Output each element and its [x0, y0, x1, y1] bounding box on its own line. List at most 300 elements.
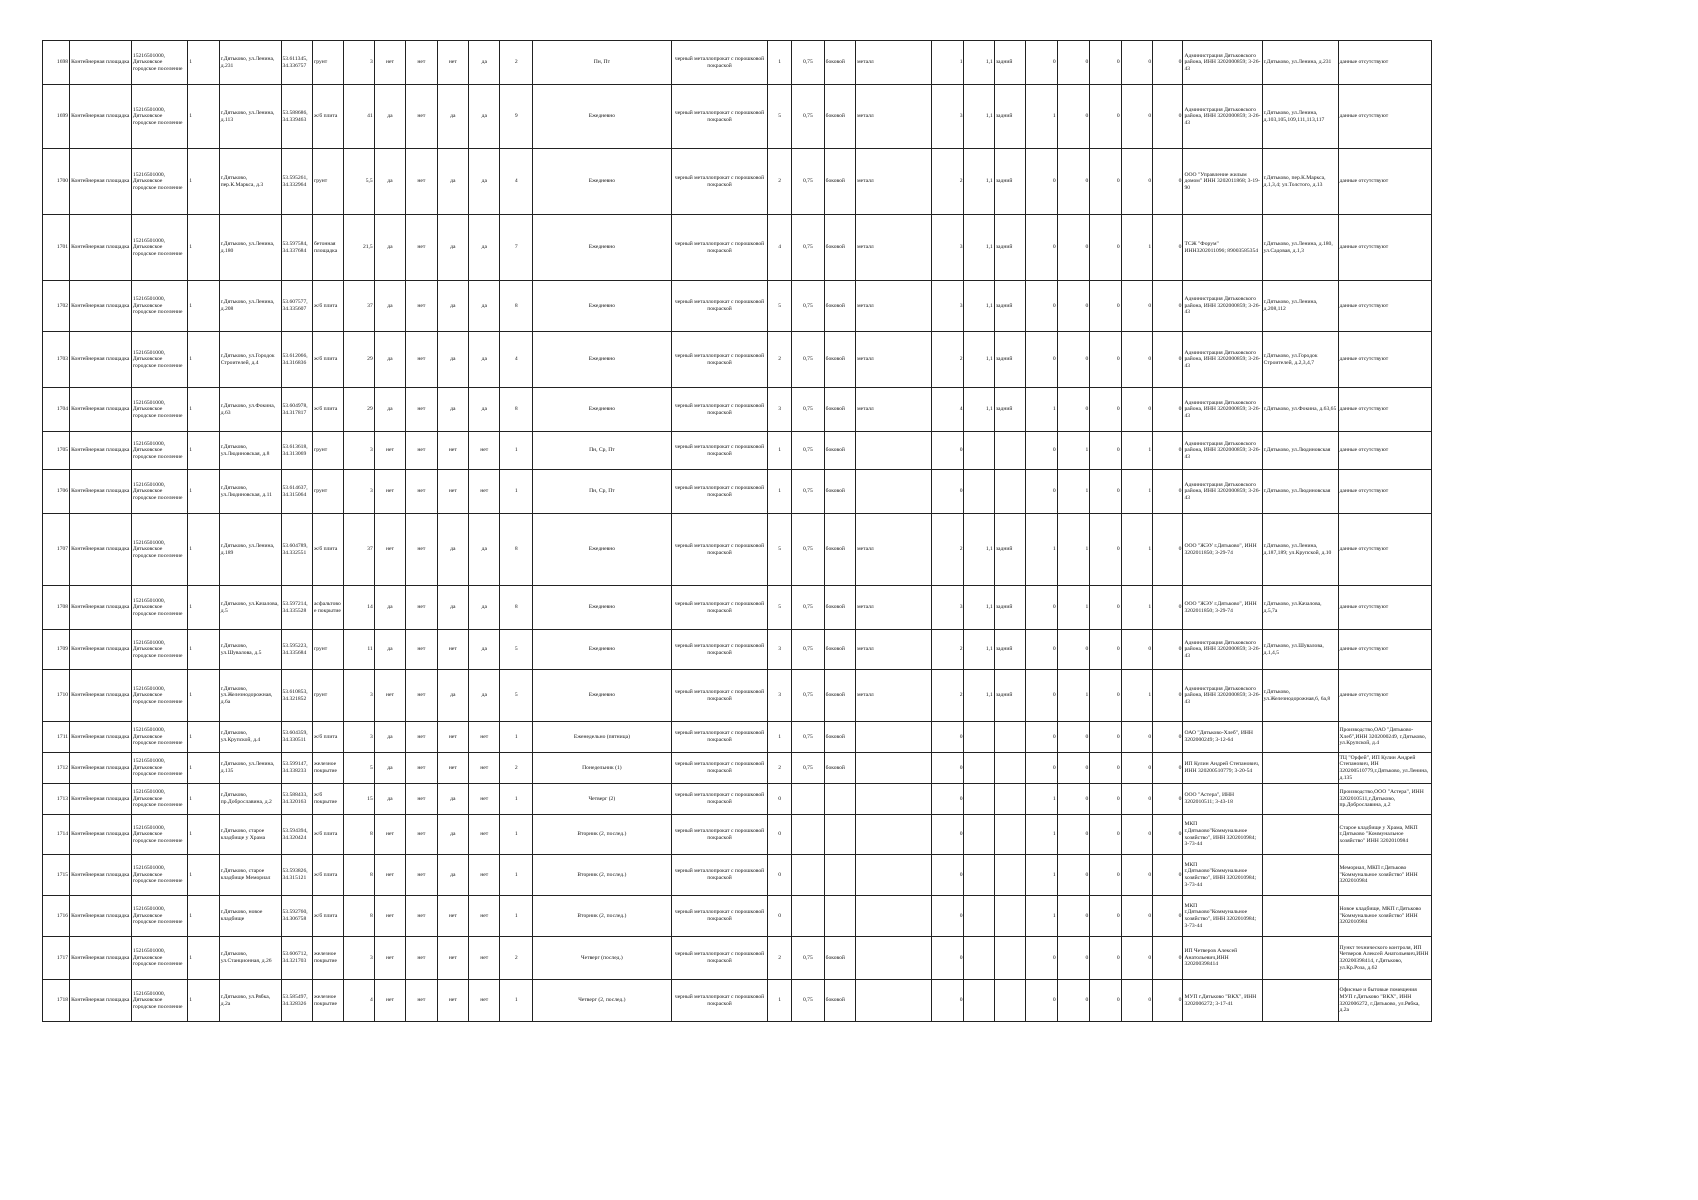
- cell-pickup-schedule: Ежедневно: [533, 215, 672, 281]
- cell-container-count: 1: [500, 896, 533, 937]
- cell-pickup-schedule: Пн, Ср, Пт: [533, 470, 672, 514]
- cell-address: г.Дятьково, пер.К.Маркса, д.3: [219, 149, 281, 215]
- cell-extra-1: 0: [1026, 722, 1057, 753]
- cell-attr-2: нет: [406, 815, 437, 855]
- cell-extra-1: 0: [1026, 586, 1057, 630]
- cell-waste-sources: Производство,ООО "Астера", ИНН 3202010511,г.Дятьково, пр.Доброславина, д.2: [1338, 784, 1432, 815]
- cell-extra-5: 0: [1153, 896, 1183, 937]
- cell-attr-3: нет: [437, 630, 468, 670]
- cell-attr-2: нет: [406, 855, 437, 896]
- cell-containers-075: 2: [768, 332, 792, 388]
- cell-address: г.Дятьково, ул.Ленина, д.189: [219, 514, 281, 586]
- cell-address: г.Дятьково, ул.Ленина, д.208: [219, 281, 281, 332]
- cell-waste-sources: Мемориал, МКП г.Дятьково "Коммунальное хозяйство" ИНН 3202010984: [1338, 855, 1432, 896]
- cell-attr-3: нет: [437, 753, 468, 784]
- cell-area: 3: [344, 41, 374, 85]
- cell-attr-1: нет: [374, 41, 405, 85]
- cell-site-type: Контейнерная площадка: [70, 896, 132, 937]
- cell-attr-2: нет: [406, 215, 437, 281]
- cell-area: 3: [344, 670, 374, 722]
- cell-volume-075: 0,75: [792, 586, 825, 630]
- cell-pickup-schedule: Ежедневно: [533, 630, 672, 670]
- cell-attr-1: нет: [374, 514, 405, 586]
- cell-address: г.Дятьково, ул.Крупской, д.4: [219, 722, 281, 753]
- cell-extra-5: 0: [1153, 855, 1183, 896]
- cell-pickup-schedule: Ежедневно: [533, 388, 672, 432]
- cell-municipality: 15216501000, Дятьковское городское поселение: [131, 815, 187, 855]
- cell-volume-075: [792, 815, 825, 855]
- cell-extra-4: 0: [1121, 896, 1152, 937]
- cell-municipality: 15216501000, Дятьковское городское поселение: [131, 388, 187, 432]
- cell-material-2: металл: [856, 41, 932, 85]
- cell-served-objects: г.Дятьково, ул.Городок Строителей, д.2,3,4,7: [1262, 332, 1338, 388]
- cell-flag-cell: 1: [188, 85, 219, 149]
- cell-attr-4: да: [469, 332, 500, 388]
- cell-flag-cell: 1: [188, 753, 219, 784]
- cell-address: г.Дятьково, ул.Станционная, д.26: [219, 937, 281, 980]
- cell-site-type: Контейнерная площадка: [70, 980, 132, 1022]
- cell-served-objects: г.Дятьково, ул.Ленина, д.231: [1262, 41, 1338, 85]
- cell-loading-type: боковой: [824, 586, 855, 630]
- cell-row-number: 1705: [43, 432, 70, 470]
- cell-surface-type: ж/б плита: [312, 85, 343, 149]
- cell-site-type: Контейнерная площадка: [70, 85, 132, 149]
- cell-attr-1: да: [374, 753, 405, 784]
- cell-attr-2: нет: [406, 514, 437, 586]
- cell-area: 4: [344, 980, 374, 1022]
- cell-area: 41: [344, 85, 374, 149]
- cell-containers-11: 0: [931, 470, 964, 514]
- cell-material-2: металл: [856, 670, 932, 722]
- cell-volume-11: 1,1: [964, 149, 994, 215]
- cell-extra-3: 0: [1090, 470, 1121, 514]
- cell-loading-type: боковой: [824, 470, 855, 514]
- cell-municipality: 15216501000, Дятьковское городское поселение: [131, 41, 187, 85]
- cell-pickup-schedule: Ежедневно: [533, 149, 672, 215]
- cell-extra-2: 1: [1057, 514, 1090, 586]
- cell-site-type: Контейнерная площадка: [70, 470, 132, 514]
- cell-address: г.Дятьково, ул.Железнодорожная, д.6а: [219, 670, 281, 722]
- cell-containers-075: 1: [768, 722, 792, 753]
- cell-attr-4: да: [469, 514, 500, 586]
- cell-surface-type: ж/б покрытие: [312, 784, 343, 815]
- cell-coordinates: 53.595261, 34.332964: [281, 149, 312, 215]
- cell-loading-type: [824, 855, 855, 896]
- cell-attr-1: нет: [374, 670, 405, 722]
- cell-loading-type-2: задний: [994, 281, 1025, 332]
- cell-surface-type: грунт: [312, 149, 343, 215]
- cell-site-type: Контейнерная площадка: [70, 432, 132, 470]
- cell-pickup-schedule: Вторник (2, послед.): [533, 855, 672, 896]
- cell-extra-4: 0: [1121, 937, 1152, 980]
- cell-extra-4: 0: [1121, 753, 1152, 784]
- cell-material-2: [856, 855, 932, 896]
- cell-surface-type: ж/б плита: [312, 815, 343, 855]
- cell-attr-4: нет: [469, 753, 500, 784]
- cell-area: 37: [344, 281, 374, 332]
- cell-material-2: металл: [856, 149, 932, 215]
- cell-container-material: черный металлопрокат с порошковой покраской: [671, 980, 768, 1022]
- cell-waste-sources: Производство,ОАО "Дятьково-Хлеб",ИНН 3202000249, г.Дятьково, ул.Крупской, д.4: [1338, 722, 1432, 753]
- cell-loading-type-2: [994, 753, 1025, 784]
- cell-attr-4: да: [469, 586, 500, 630]
- cell-volume-11: 1,1: [964, 514, 994, 586]
- cell-municipality: 15216501000, Дятьковское городское поселение: [131, 855, 187, 896]
- table-row: [43, 149, 1432, 215]
- cell-extra-1: 1: [1026, 815, 1057, 855]
- cell-extra-1: 0: [1026, 432, 1057, 470]
- cell-area: 3: [344, 432, 374, 470]
- cell-extra-2: 0: [1057, 332, 1090, 388]
- cell-address: г.Дятьково, ул.Ленина, д.180: [219, 215, 281, 281]
- cell-loading-type-2: [994, 722, 1025, 753]
- cell-site-type: Контейнерная площадка: [70, 215, 132, 281]
- cell-address: г.Дятьково, ул.Людиновская, д.8: [219, 432, 281, 470]
- cell-extra-5: 0: [1153, 41, 1183, 85]
- cell-containers-075: 0: [768, 815, 792, 855]
- cell-coordinates: 53.593826, 34.315121: [281, 855, 312, 896]
- cell-containers-11: 0: [931, 753, 964, 784]
- cell-surface-type: грунт: [312, 630, 343, 670]
- cell-loading-type-2: задний: [994, 586, 1025, 630]
- cell-volume-075: [792, 896, 825, 937]
- cell-attr-2: нет: [406, 85, 437, 149]
- cell-area: 15: [344, 784, 374, 815]
- cell-municipality: 15216501000, Дятьковское городское поселение: [131, 332, 187, 388]
- cell-loading-type: боковой: [824, 149, 855, 215]
- cell-site-type: Контейнерная площадка: [70, 388, 132, 432]
- cell-address: г.Дятьково, ул.Людиновская, д.11: [219, 470, 281, 514]
- cell-municipality: 15216501000, Дятьковское городское поселение: [131, 980, 187, 1022]
- cell-extra-4: 0: [1121, 815, 1152, 855]
- cell-attr-2: нет: [406, 586, 437, 630]
- cell-extra-3: 0: [1090, 980, 1121, 1022]
- cell-extra-1: 1: [1026, 514, 1057, 586]
- cell-address: г.Дятьково, новое кладбище: [219, 896, 281, 937]
- cell-address: г.Дятьково, пр.Доброславина, д.2: [219, 784, 281, 815]
- cell-extra-3: 0: [1090, 388, 1121, 432]
- table-row: [43, 514, 1432, 586]
- cell-container-count: 8: [500, 514, 533, 586]
- cell-municipality: 15216501000, Дятьковское городское поселение: [131, 215, 187, 281]
- cell-waste-sources: ТЦ "Орфей", ИП Кулин Андрей Степанович, ИН 320200510779,г.Дятьково, ул.Ленина, д.135: [1338, 753, 1432, 784]
- cell-container-count: 2: [500, 41, 533, 85]
- cell-served-objects: [1262, 896, 1338, 937]
- cell-municipality: 15216501000, Дятьковское городское поселение: [131, 149, 187, 215]
- cell-extra-2: 0: [1057, 753, 1090, 784]
- cell-containers-075: 3: [768, 388, 792, 432]
- cell-waste-sources: данные отсутствуют: [1338, 630, 1432, 670]
- cell-attr-4: да: [469, 149, 500, 215]
- cell-attr-1: да: [374, 149, 405, 215]
- cell-row-number: 1713: [43, 784, 70, 815]
- cell-attr-3: да: [437, 815, 468, 855]
- cell-pickup-schedule: Вторник (2, послед.): [533, 815, 672, 855]
- cell-extra-5: 0: [1153, 149, 1183, 215]
- cell-volume-11: 1,1: [964, 85, 994, 149]
- cell-extra-3: 0: [1090, 332, 1121, 388]
- cell-pickup-schedule: Ежедневно: [533, 670, 672, 722]
- cell-site-type: Контейнерная площадка: [70, 753, 132, 784]
- cell-attr-2: нет: [406, 670, 437, 722]
- cell-area: 8: [344, 896, 374, 937]
- cell-address: г.Дятьково, старое кладбище Мемориал: [219, 855, 281, 896]
- cell-container-material: черный металлопрокат с порошковой покраской: [671, 388, 768, 432]
- cell-flag-cell: 1: [188, 722, 219, 753]
- cell-material-2: [856, 815, 932, 855]
- cell-material-2: металл: [856, 388, 932, 432]
- cell-volume-11: [964, 722, 994, 753]
- cell-attr-3: нет: [437, 980, 468, 1022]
- cell-attr-2: нет: [406, 753, 437, 784]
- cell-extra-4: 1: [1121, 514, 1152, 586]
- cell-container-material: черный металлопрокат с порошковой покраской: [671, 281, 768, 332]
- cell-containers-11: 2: [931, 630, 964, 670]
- cell-waste-sources: Новое кладбище, МКП г.Дятьково "Коммунальное хозяйство" ИНН 3202010984: [1338, 896, 1432, 937]
- cell-extra-5: 0: [1153, 784, 1183, 815]
- cell-extra-3: 0: [1090, 281, 1121, 332]
- cell-extra-2: 0: [1057, 281, 1090, 332]
- cell-containers-075: 1: [768, 980, 792, 1022]
- register-table: [42, 40, 1432, 1022]
- cell-extra-3: 0: [1090, 85, 1121, 149]
- cell-owner: ОАО "Дятьково-Хлеб", ИНН 3202000249; 3-12-64: [1183, 722, 1262, 753]
- cell-coordinates: 53.604978, 34.317817: [281, 388, 312, 432]
- cell-row-number: 1701: [43, 215, 70, 281]
- cell-material-2: металл: [856, 332, 932, 388]
- cell-extra-5: 0: [1153, 980, 1183, 1022]
- table-row: [43, 432, 1432, 470]
- cell-extra-2: 0: [1057, 784, 1090, 815]
- cell-extra-3: 0: [1090, 215, 1121, 281]
- cell-volume-075: 0,75: [792, 281, 825, 332]
- table-row: [43, 332, 1432, 388]
- cell-extra-4: 0: [1121, 980, 1152, 1022]
- cell-extra-5: 0: [1153, 586, 1183, 630]
- cell-volume-075: 0,75: [792, 432, 825, 470]
- cell-area: 3: [344, 470, 374, 514]
- cell-containers-11: 3: [931, 85, 964, 149]
- cell-attr-3: да: [437, 281, 468, 332]
- cell-volume-11: 1,1: [964, 41, 994, 85]
- cell-extra-2: 0: [1057, 980, 1090, 1022]
- table-row: [43, 855, 1432, 896]
- cell-row-number: 1715: [43, 855, 70, 896]
- cell-owner: ООО "ЖЭУ г.Дятьково", ИНН 3202011850; 3-29-74: [1183, 586, 1262, 630]
- cell-extra-5: 0: [1153, 753, 1183, 784]
- cell-volume-075: 0,75: [792, 937, 825, 980]
- cell-container-count: 1: [500, 815, 533, 855]
- cell-extra-1: 0: [1026, 630, 1057, 670]
- cell-extra-1: 0: [1026, 980, 1057, 1022]
- cell-extra-3: 0: [1090, 784, 1121, 815]
- table-row: [43, 85, 1432, 149]
- cell-attr-4: нет: [469, 722, 500, 753]
- cell-extra-5: 0: [1153, 85, 1183, 149]
- cell-site-type: Контейнерная площадка: [70, 41, 132, 85]
- cell-loading-type-2: [994, 937, 1025, 980]
- register-rows: [43, 41, 1432, 1022]
- cell-row-number: 1711: [43, 722, 70, 753]
- cell-volume-11: [964, 432, 994, 470]
- table-row: [43, 41, 1432, 85]
- cell-container-count: 1: [500, 855, 533, 896]
- cell-container-material: черный металлопрокат с порошковой покраской: [671, 937, 768, 980]
- cell-municipality: 15216501000, Дятьковское городское поселение: [131, 784, 187, 815]
- cell-extra-3: 0: [1090, 149, 1121, 215]
- cell-waste-sources: данные отсутствуют: [1338, 586, 1432, 630]
- cell-waste-sources: данные отсутствуют: [1338, 149, 1432, 215]
- cell-served-objects: г.Дятьково, ул.Шувалова, д.1,4,5: [1262, 630, 1338, 670]
- cell-container-count: 1: [500, 722, 533, 753]
- cell-volume-11: [964, 896, 994, 937]
- cell-attr-3: нет: [437, 432, 468, 470]
- cell-containers-075: 5: [768, 586, 792, 630]
- cell-extra-4: 0: [1121, 41, 1152, 85]
- cell-owner: Администрация Дятьковского района, ИНН 3202000859; 3-26-43: [1183, 85, 1262, 149]
- cell-extra-3: 0: [1090, 586, 1121, 630]
- cell-municipality: 15216501000, Дятьковское городское поселение: [131, 630, 187, 670]
- table-row: [43, 937, 1432, 980]
- cell-flag-cell: 1: [188, 281, 219, 332]
- cell-coordinates: 53.610853, 34.321852: [281, 670, 312, 722]
- cell-loading-type: боковой: [824, 388, 855, 432]
- cell-surface-type: ж/б плита: [312, 722, 343, 753]
- cell-flag-cell: 1: [188, 432, 219, 470]
- cell-waste-sources: данные отсутствуют: [1338, 432, 1432, 470]
- cell-flag-cell: 1: [188, 332, 219, 388]
- cell-container-material: черный металлопрокат с порошковой покраской: [671, 855, 768, 896]
- cell-containers-075: 0: [768, 855, 792, 896]
- cell-site-type: Контейнерная площадка: [70, 722, 132, 753]
- cell-container-material: черный металлопрокат с порошковой покраской: [671, 722, 768, 753]
- cell-extra-5: 0: [1153, 722, 1183, 753]
- cell-attr-1: да: [374, 332, 405, 388]
- cell-volume-11: [964, 815, 994, 855]
- cell-loading-type: боковой: [824, 722, 855, 753]
- cell-extra-3: 0: [1090, 855, 1121, 896]
- cell-served-objects: [1262, 722, 1338, 753]
- cell-loading-type: боковой: [824, 332, 855, 388]
- cell-extra-4: 1: [1121, 586, 1152, 630]
- cell-area: 5,5: [344, 149, 374, 215]
- cell-waste-sources: данные отсутствуют: [1338, 388, 1432, 432]
- cell-loading-type-2: [994, 855, 1025, 896]
- cell-extra-2: 0: [1057, 149, 1090, 215]
- cell-extra-4: 1: [1121, 215, 1152, 281]
- cell-municipality: 15216501000, Дятьковское городское поселение: [131, 514, 187, 586]
- cell-owner: Администрация Дятьковского района, ИНН 3202000859; 3-26-43: [1183, 670, 1262, 722]
- table-row: [43, 586, 1432, 630]
- cell-attr-2: нет: [406, 980, 437, 1022]
- cell-coordinates: 53.588433, 34.320163: [281, 784, 312, 815]
- cell-attr-3: да: [437, 514, 468, 586]
- cell-owner: Администрация Дятьковского района, ИНН 3202000859; 3-26-43: [1183, 470, 1262, 514]
- cell-served-objects: [1262, 855, 1338, 896]
- cell-material-2: [856, 722, 932, 753]
- cell-volume-075: 0,75: [792, 41, 825, 85]
- cell-attr-2: нет: [406, 630, 437, 670]
- cell-extra-1: 0: [1026, 470, 1057, 514]
- cell-containers-11: 0: [931, 855, 964, 896]
- cell-container-count: 2: [500, 753, 533, 784]
- cell-municipality: 15216501000, Дятьковское городское поселение: [131, 722, 187, 753]
- cell-extra-4: 0: [1121, 855, 1152, 896]
- cell-surface-type: грунт: [312, 41, 343, 85]
- cell-container-count: 8: [500, 388, 533, 432]
- table-row: [43, 470, 1432, 514]
- cell-owner: МКП г.Дятьково"Коммунальное хозяйство", ИНН 3202010984; 3-73-44: [1183, 855, 1262, 896]
- cell-address: г.Дятьково, ул.Городок Строителей, д.4: [219, 332, 281, 388]
- cell-row-number: 1710: [43, 670, 70, 722]
- cell-container-count: 7: [500, 215, 533, 281]
- table-row: [43, 753, 1432, 784]
- cell-attr-3: нет: [437, 722, 468, 753]
- cell-extra-4: 0: [1121, 149, 1152, 215]
- cell-volume-075: [792, 855, 825, 896]
- cell-container-material: черный металлопрокат с порошковой покраской: [671, 85, 768, 149]
- cell-container-count: 1: [500, 980, 533, 1022]
- cell-surface-type: ж/б плита: [312, 855, 343, 896]
- cell-volume-075: 0,75: [792, 630, 825, 670]
- cell-container-material: черный металлопрокат с порошковой покраской: [671, 41, 768, 85]
- cell-coordinates: 53.611345, 34.336757: [281, 41, 312, 85]
- cell-loading-type-2: задний: [994, 670, 1025, 722]
- cell-volume-11: 1,1: [964, 586, 994, 630]
- cell-material-2: [856, 470, 932, 514]
- cell-loading-type: [824, 784, 855, 815]
- cell-attr-4: да: [469, 670, 500, 722]
- cell-address: г.Дятьково, ул.Ленина, д.135: [219, 753, 281, 784]
- cell-attr-4: нет: [469, 784, 500, 815]
- cell-row-number: 1703: [43, 332, 70, 388]
- cell-attr-3: нет: [437, 470, 468, 514]
- cell-attr-1: нет: [374, 980, 405, 1022]
- cell-attr-1: да: [374, 85, 405, 149]
- cell-attr-1: да: [374, 630, 405, 670]
- cell-attr-4: нет: [469, 980, 500, 1022]
- cell-volume-075: 0,75: [792, 722, 825, 753]
- cell-attr-4: да: [469, 41, 500, 85]
- cell-extra-5: 0: [1153, 332, 1183, 388]
- cell-attr-2: нет: [406, 149, 437, 215]
- cell-volume-11: [964, 937, 994, 980]
- cell-attr-1: да: [374, 722, 405, 753]
- cell-extra-5: 0: [1153, 937, 1183, 980]
- cell-coordinates: 53.597584, 34.337684: [281, 215, 312, 281]
- cell-material-2: [856, 937, 932, 980]
- cell-extra-5: 0: [1153, 630, 1183, 670]
- cell-containers-11: 3: [931, 586, 964, 630]
- cell-surface-type: ж/б плита: [312, 514, 343, 586]
- table-row: [43, 388, 1432, 432]
- cell-extra-3: 0: [1090, 514, 1121, 586]
- cell-containers-11: 3: [931, 215, 964, 281]
- cell-container-material: черный металлопрокат с порошковой покраской: [671, 815, 768, 855]
- cell-flag-cell: 1: [188, 980, 219, 1022]
- cell-attr-1: да: [374, 388, 405, 432]
- cell-surface-type: железное покрытие: [312, 937, 343, 980]
- cell-attr-1: нет: [374, 896, 405, 937]
- cell-extra-2: 0: [1057, 722, 1090, 753]
- cell-row-number: 1707: [43, 514, 70, 586]
- cell-containers-075: 1: [768, 432, 792, 470]
- cell-containers-075: 2: [768, 753, 792, 784]
- cell-extra-3: 0: [1090, 722, 1121, 753]
- cell-surface-type: грунт: [312, 432, 343, 470]
- cell-containers-11: 0: [931, 937, 964, 980]
- cell-extra-5: 0: [1153, 281, 1183, 332]
